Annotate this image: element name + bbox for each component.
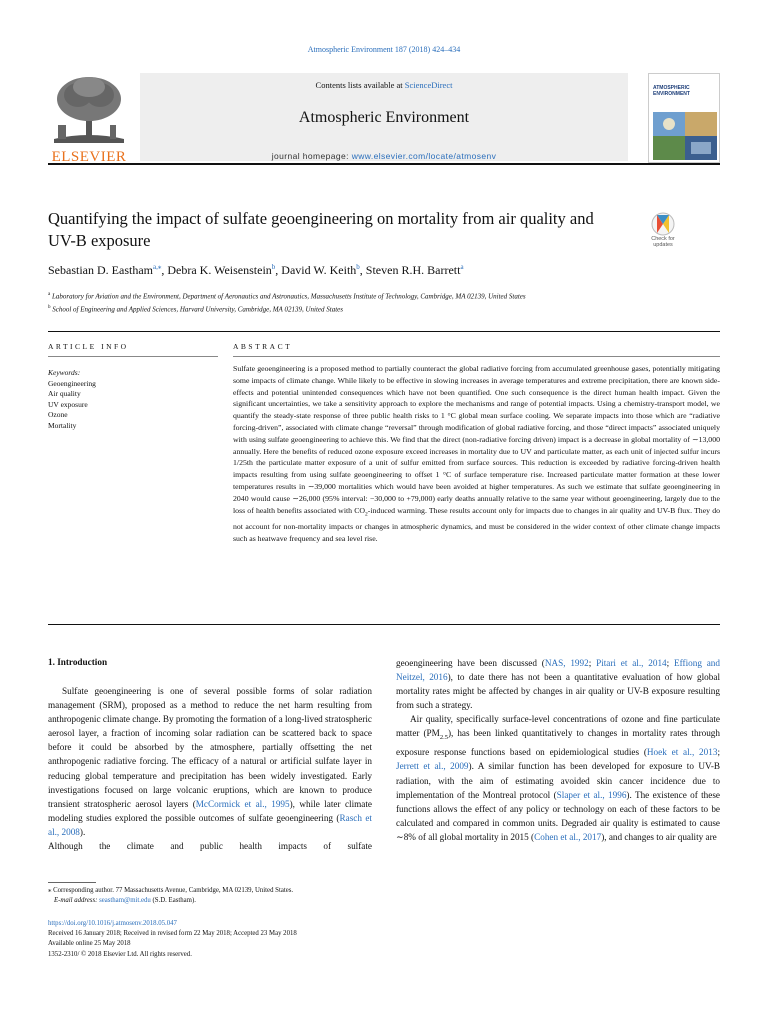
abstract-body: Sulfate geoengineering is a proposed method to partially counteract the global radiative forcing from accumulated greenhouse gases, potentially mitigating some impacts of climate change. While likely to be effective in slowing increases in average temperatures and extreme precipitation, there are known side-effects and potential unintended consequences which have not been quantified. One such consequence is the direct human health impact. Given the significant uncertainties, we take a sensitivity approach to explore the mechanisms and range of potential impacts. Using a chemistry-transport model, we quantify the steady-state response of three public health risks to 1 °C global mean surface cooling. We separate impacts into those which are “radiative forcing-driven”, associated with climate change “reversal” through modification of global radiative forcing, and those “direct impacts” associated uniquely with using sulfate geoengineering to achieve this. We find that the direct (non-radiative forcing driven) impact is a decrease in global mortality of ∼13,000 annually. Here the benefits of reduced ozone exposure exceed increases in mortality due to UV and particulate matter, as each unit of injected sulfur incurs 1/25th the particulate matter exposure of a unit of sulfur emitted from surface sources. This reduction is exceeded by radiative forcing-driven health impacts resulting from using sulfate geoengineering to offset 1 °C of surface temperature rise. Increased particulate matter formation at these lower temperatures results in ∼39,000 mortalities which would have been avoided at higher temperatures. As such we estimate that sulfate geoengineering in 2040 would cause ∼26,000 (95% interval: −30,000 to +79,000) early deaths annually relative to the same year without geoengineering, largely due to the loss of health benefits associated with CO [233,364,720,515]
homepage-line [140,151,628,161]
journal-cover-thumbnail[interactable] [648,73,720,163]
intro-text: ), while later climate modeling studies explored the possible outcomes of sulfate geoengineering ( [48,798,372,823]
pm-subscript: 2.5 [439,734,448,742]
author-name[interactable]: Debra K. Weisenstein [167,263,272,277]
author-affiliation-mark[interactable]: b [271,263,276,271]
author-affiliation-mark[interactable]: a [460,263,464,271]
keyword-item: Ozone [48,410,68,419]
article-info-heading: ARTICLE INFO [48,342,129,351]
intro-text: ). [79,826,86,837]
co2-subscript: 2 [365,511,368,518]
abstract-body-end: -induced warming. These results account only for impacts due to changes in air quality and UV-B flux. They do not account for non-mortality impacts or changes in atmospheric dynamics, and must be considered in the wider context of other climate change impacts such as heatwave frequency and sea level rise. [233,505,721,543]
affiliation-list [48,289,720,316]
cover-title [653,86,717,97]
crossmark-label-line1: Check for [651,236,675,242]
keyword-item: Air quality [48,389,81,398]
copyright-line: 1352-2310/ © 2018 Elsevier Ltd. All rights reserved. [48,950,192,958]
author-affiliation-mark[interactable]: a,⁎ [152,263,162,271]
keyword-item: Geoengineering [48,378,96,388]
email-suffix: (S.D. Eastham). [150,897,196,904]
footnote-marker: ⁎ [48,887,52,894]
masthead-band [140,73,628,161]
intro-text: ), to date there has not been a quantitative evaluation of how global mortality rates might be affected by changes in air quality or UV-B exposure resulting from such a strategy. [396,672,720,711]
reference-link[interactable]: Jerrett et al., 2009 [396,761,469,772]
author-separator: , [359,263,366,277]
homepage-prefix: journal homepage: [271,151,352,161]
crossmark-label [640,236,686,248]
contents-prefix: Contents lists available at [315,80,405,90]
journal-citation-link[interactable]: Atmospheric Environment 187 (2018) 424–434 [307,45,461,54]
footnote-line [48,886,378,896]
cover-title-line1: ATMOSPHERIC [653,85,690,91]
publication-info [48,919,448,960]
intro-paragraph [396,656,720,712]
crossmark-label-line2: updates [653,242,673,248]
author-separator: , [275,263,282,277]
corresponding-author-footnote [48,886,378,906]
keywords-block [48,368,218,431]
footnote-email-line [48,896,378,906]
affiliation-item [48,302,720,315]
reference-link[interactable]: Slaper et al., 1996 [556,789,627,800]
introduction-heading: 1. Introduction [48,657,108,667]
affiliation-mark: b [48,305,51,311]
affiliation-text: School of Engineering and Applied Sciences, Harvard University, Cambridge, MA 02139, United States [52,305,343,314]
journal-homepage-link[interactable]: www.elsevier.com/locate/atmosenv [351,151,497,161]
abstract-text [233,363,720,545]
abstract-heading: ABSTRACT [233,342,293,351]
publisher-wordmark: ELSEVIER [51,149,127,165]
author-name[interactable]: David W. Keith [281,263,357,277]
reference-link[interactable]: Hoek et al., 2013 [646,747,718,758]
author-affiliation-mark[interactable]: b [356,263,360,271]
email-label: E-mail address: [54,897,100,904]
right-column [396,656,720,844]
reference-link[interactable]: Pitari et al., 2014 [596,658,667,668]
article-info-divider [48,356,218,357]
cover-image [653,112,717,160]
keyword-item: Mortality [48,420,77,430]
affiliation-item [48,289,720,302]
article-title: Quantifying the impact of sulfate geoengineering on mortality from air quality and UV-B exposure [48,209,594,250]
elsevier-tree-logo [48,73,130,163]
intro-text: ; [666,658,675,668]
keyword-item: UV exposure [48,399,88,409]
crossmark-badge[interactable] [640,212,686,252]
journal-title: Atmospheric Environment [298,109,470,126]
author-name[interactable]: Sebastian D. Eastham [48,263,153,277]
contents-line [140,80,628,90]
intro-text: ). The existence of these functions allows the effect of any policy or technology on each of these factors to be calculated and compared in common units. Degraded air quality is estimated to cause ∼8% of all global mortality in 2015 ( [396,789,721,842]
intro-last-line: Although the climate and public health impacts of sulfate [48,841,372,852]
author-name[interactable]: Steven R.H. Barrett [365,263,461,277]
reference-link[interactable]: NAS, 1992 [544,658,589,668]
cover-title-line2: ENVIRONMENT [653,90,690,97]
intro-text: Air quality, specifically surface-level concentrations of ozone and fine particulate matter (PM [396,714,720,739]
author-separator: , [161,263,168,277]
journal-masthead [48,71,720,165]
keywords-label: Keywords: [48,368,81,377]
footnote-rule [48,882,96,883]
abstract-bottom-divider [48,624,720,625]
reference-link[interactable]: Cohen et al., 2017 [534,831,602,842]
intro-paragraph [48,684,372,839]
intro-text: ). A similar function has been developed for exposure to UV-B radiation, with the aim of estimating avoided skin cancer incidence due to implementation of the Montreal protocol ( [396,761,721,800]
reference-link[interactable]: Rasch et al., 2008 [48,812,372,837]
author-email-link[interactable]: seastham@mit.edu [99,897,151,904]
header-divider [48,331,720,332]
intro-text: ), and changes to air quality are [601,831,717,842]
abstract-divider [233,356,720,357]
footnote-text: Corresponding author. 77 Massachusetts Avenue, Cambridge, MA 02139, United States. [51,887,294,894]
sciencedirect-link[interactable]: ScienceDirect [404,80,453,90]
doi-link[interactable]: https://doi.org/10.1016/j.atmosenv.2018.05.047 [48,920,177,927]
crossmark-icon [640,212,686,236]
received-dates: Received 16 January 2018; Received in revised form 22 May 2018; Accepted 23 May 2018 [48,930,297,938]
reference-link[interactable]: McCormick et al., 1995 [195,798,290,809]
intro-paragraph [396,712,720,844]
intro-text: ; [717,747,720,758]
intro-text: ; [588,658,597,668]
author-list [48,263,720,278]
left-column [48,684,372,853]
affiliation-text: Laboratory for Aviation and the Environment, Department of Aeronautics and Astronautics, Massachusetts Institute of Technology, Cambridge, MA 02139, United States [51,292,526,301]
intro-text: ), has been linked quantitatively to changes in mortality rates through exposure response functions based on epidemiological studies ( [396,728,720,758]
intro-text: geoengineering have been discussed ( [396,658,545,668]
online-date: Available online 25 May 2018 [48,940,131,948]
intro-text: Sulfate geoengineering is one of several possible forms of solar radiation management (SRM), proposed as a method to reduce the net harm resulting from anthropogenic climate change. By promoting the formation of a long-lived stratospheric aerosol layer, a fraction of incoming solar radiation can be scattered back to space before it could be absorbed by the atmosphere, partially offsetting the net anthropogenic radiative forcing. The efficacy of a natural or artificial sulfate layer in reducing global temperature and precipitation has been widely investigated. Early investigations focused on large volcanic eruptions, which are known to produce transient stratospheric aerosol layers ( [48,686,372,809]
affiliation-mark: a [48,292,51,297]
reference-link[interactable]: Effiong and Neitzel, 2016 [396,658,720,683]
